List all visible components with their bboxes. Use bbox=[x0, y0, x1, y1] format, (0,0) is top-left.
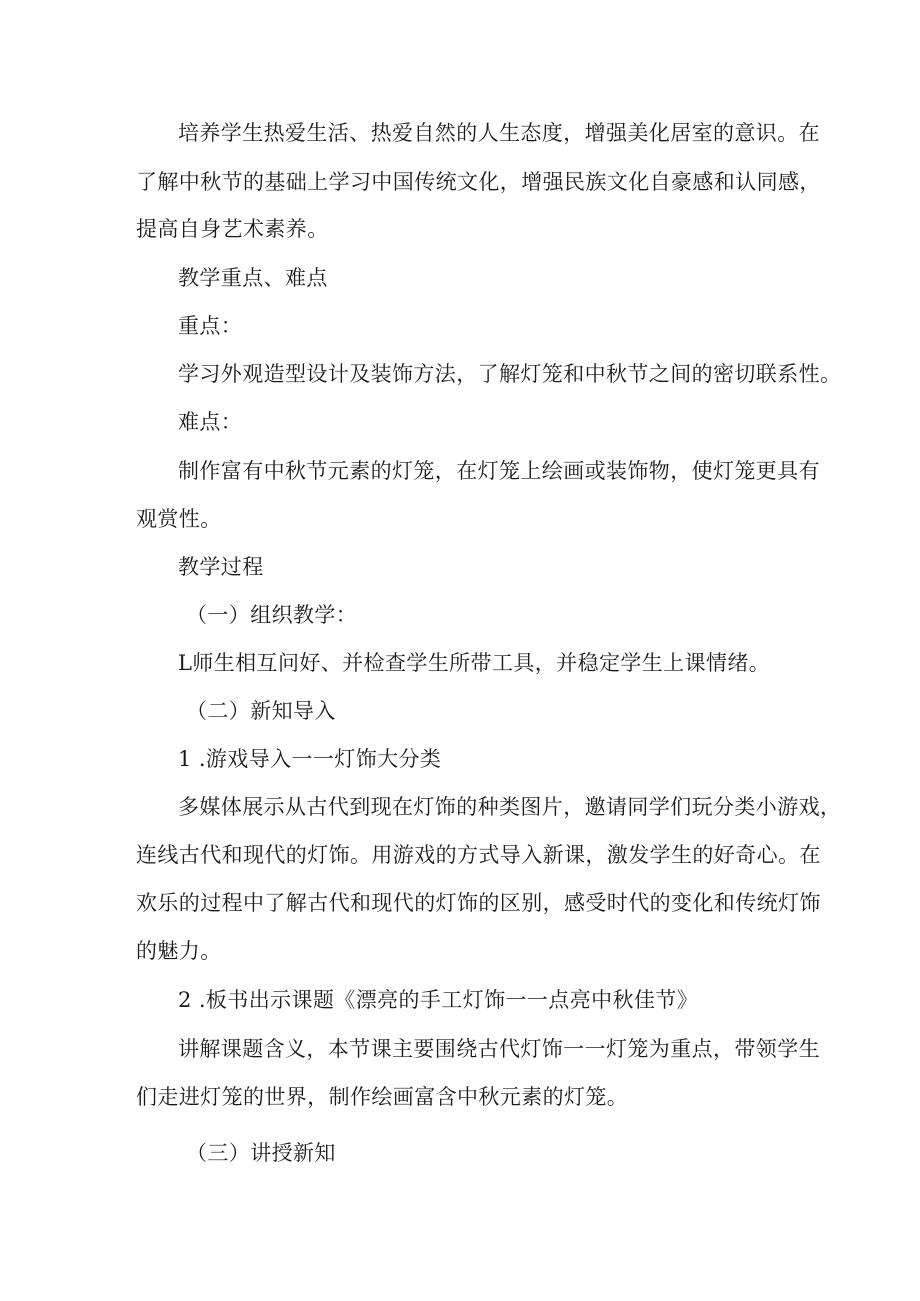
text-line: 讲解课题含义，本节课主要围绕古代灯饰一一灯笼为重点，带领学生 bbox=[178, 1037, 820, 1061]
text-line: 制作富有中秋节元素的灯笼，在灯笼上绘画或装饰物，使灯笼更具有 bbox=[178, 459, 820, 483]
subheading: （三）讲授新知 bbox=[186, 1141, 336, 1165]
subheading: （二）新知导入 bbox=[186, 699, 336, 723]
text-line: 多媒体展示从古代到现在灯饰的种类图片，邀请同学们玩分类小游戏， bbox=[178, 795, 842, 819]
subheading: 重点： bbox=[178, 314, 243, 338]
text-line: 欢乐的过程中了解古代和现代的灯饰的区别，感受时代的变化和传统灯饰 bbox=[136, 891, 821, 915]
text-line: 了解中秋节的基础上学习中国传统文化，增强民族文化自豪感和认同感， bbox=[136, 170, 821, 194]
text-line: 培养学生热爱生活、热爱自然的人生态度，增强美化居室的意识。在 bbox=[178, 121, 820, 145]
subheading: 难点： bbox=[178, 410, 243, 434]
text-line: 连线古代和现代的灯饰。用游戏的方式导入新课，激发学生的好奇心。在 bbox=[136, 843, 821, 867]
text-line: 们走进灯笼的世界，制作绘画富含中秋元素的灯笼。 bbox=[136, 1085, 629, 1109]
list-item-heading: 2 .板书出示课题《漂亮的手工灯饰一一点亮中秋佳节》 bbox=[178, 988, 699, 1012]
section-heading: 教学过程 bbox=[178, 555, 264, 579]
subheading: （一）组织教学： bbox=[186, 603, 358, 627]
text-line: 提高自身艺术素养。 bbox=[136, 217, 329, 241]
text-line: 观赏性。 bbox=[136, 507, 222, 531]
text-line: L师生相互问好、并检查学生所带工具，并稳定学生上课情绪。 bbox=[178, 651, 771, 675]
text-line: 学习外观造型设计及装饰方法，了解灯笼和中秋节之间的密切联系性。 bbox=[178, 362, 842, 386]
text-line: 的魅力。 bbox=[136, 939, 222, 963]
section-heading: 教学重点、难点 bbox=[178, 266, 328, 290]
list-item-heading: 1 .游戏导入一一灯饰大分类 bbox=[178, 747, 442, 771]
